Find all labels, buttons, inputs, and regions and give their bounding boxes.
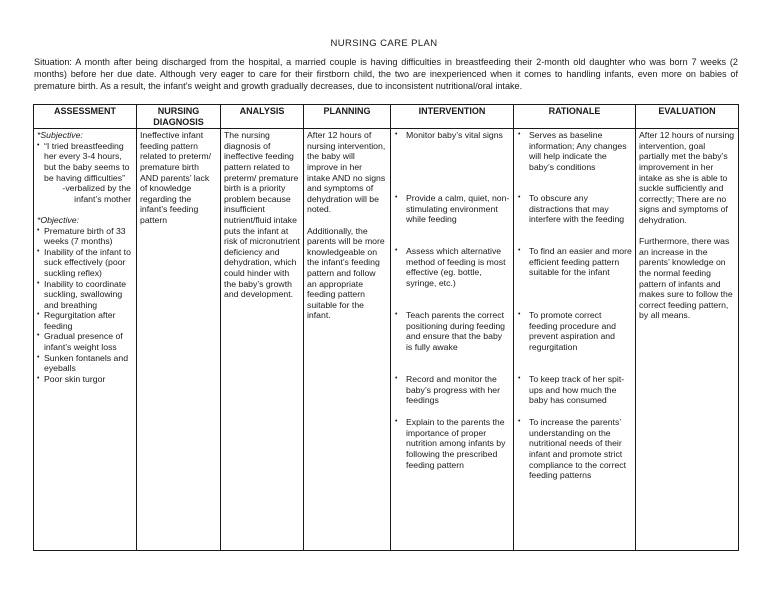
care-plan-table	[33, 104, 739, 551]
evaluation-text-2: Furthermore, there was an increase in the parents’ knowledge on the normal feeding pattern of infants and makes sure to follow the correct feeding pattern, by all means.	[639, 236, 733, 321]
list-item: • Explain to the parents the importance of proper nutrition among infants by following the prescribed feeding pattern	[394, 417, 510, 470]
list-item: • Serves as baseline information; Any changes will help indicate the baby’s conditions	[517, 130, 632, 193]
rationale-list	[517, 130, 632, 481]
list-item: • Monitor baby’s vital signs	[394, 130, 510, 193]
list-item: • Inability to coordinate suckling, swallowing and breathing	[37, 279, 133, 311]
list-item: • Sunken fontanels and eyeballs	[37, 353, 133, 374]
header-evaluation: EVALUATION	[636, 105, 739, 129]
objective-list	[37, 226, 133, 385]
header-planning: PLANNING	[304, 105, 391, 129]
diagnosis-cell	[137, 129, 221, 551]
header-analysis: ANALYSIS	[221, 105, 304, 129]
verbalized-by: -verbalized by the infant’s mother	[62, 183, 131, 204]
planning-cell	[304, 129, 391, 551]
list-item: • Provide a calm, quiet, non-stimulating environment while feeding	[394, 193, 510, 246]
list-item: • Record and monitor the baby’s progress with her feedings	[394, 374, 510, 417]
objective-label: *Objective:	[37, 214, 80, 225]
list-item: • Assess which alternative method of feeding is most effective (eg. bottle, syringe, etc.)	[394, 246, 510, 310]
list-item: • Poor skin turgor	[37, 374, 133, 385]
header-intervention: INTERVENTION	[391, 105, 514, 129]
subjective-list	[37, 141, 133, 183]
subjective-quote: • “I tried breastfeeding her every 3-4 hours, but the baby seems to be having difficulties”	[37, 141, 133, 183]
list-item: • Inability of the infant to suck effectively (poor suckling reflex)	[37, 247, 133, 279]
assessment-cell	[34, 129, 137, 551]
evaluation-cell	[636, 129, 739, 551]
intervention-cell	[391, 129, 514, 551]
list-item: • To increase the parents’ understanding on the nutritional needs of their infant and promote strict compliance to the correct feeding patterns	[517, 417, 632, 481]
intervention-list	[394, 130, 510, 470]
evaluation-text-1: After 12 hours of nursing intervention, goal partially met the baby’s improvement in her intake as she is able to suckle sufficiently and correctly; There are no signs and symptoms of dehydration.	[639, 130, 735, 225]
analysis-cell	[221, 129, 304, 551]
situation-paragraph: Situation: A month after being discharged from the hospital, a married couple is having difficulties in breastfeeding their 2-month old daughter who was born 7 weeks (2 months) before her due date. Although very eager to care for their firstborn child, the two are inexperienced when it comes to handling infants, even more on babies of premature birth. As a result, the infant’s weight and growth gradually decreases, due to inconsistent nutritional/oral intake.	[34, 57, 738, 92]
rationale-cell	[514, 129, 636, 551]
planning-goal-2: Additionally, the parents will be more knowledgeable on the infant’s feeding pattern and follow an appropriate feeding pattern suitable for the infant.	[307, 225, 385, 321]
analysis-text: The nursing diagnosis of ineffective feeding pattern related to preterm/ premature birth is a priority problem because insufficient nutrient/fluid intake puts the infant at risk of micronutrient deficiency and dehydration, which could hinder with the baby’s growth and development.	[224, 130, 300, 300]
list-item: • To keep track of her spit-ups and how much the baby has consumed	[517, 374, 632, 417]
list-item: • To promote correct feeding procedure and prevent aspiration and regurgitation	[517, 310, 632, 374]
header-nursing-diagnosis: NURSING DIAGNOSIS	[137, 105, 221, 129]
planning-goal-1: After 12 hours of nursing intervention, the baby will improve in her intake AND no signs and symptoms of dehydration will be noted.	[307, 130, 386, 215]
list-item: • Premature birth of 33 weeks (7 months)	[37, 226, 133, 247]
table-row	[34, 129, 739, 551]
header-rationale: RATIONALE	[514, 105, 636, 129]
list-item: • Regurgitation after feeding	[37, 310, 133, 331]
list-item: • Teach parents the correct positioning during feeding and ensure that the baby is fully awake	[394, 310, 510, 374]
header-assessment: ASSESSMENT	[34, 105, 137, 129]
list-item: • Gradual presence of infant’s weight loss	[37, 331, 133, 352]
table-header-row	[34, 105, 739, 129]
list-item: • To obscure any distractions that may interfere with the feeding	[517, 193, 632, 246]
subjective-label: *Subjective:	[37, 130, 83, 141]
document-title: NURSING CARE PLAN	[330, 38, 438, 49]
diagnosis-text: Ineffective infant feeding pattern related to preterm/ premature birth AND parents’ lack of knowledge regarding the infant’s feeding pattern	[140, 130, 211, 225]
list-item: • To find an easier and more efficient feeding pattern suitable for the infant	[517, 246, 632, 310]
